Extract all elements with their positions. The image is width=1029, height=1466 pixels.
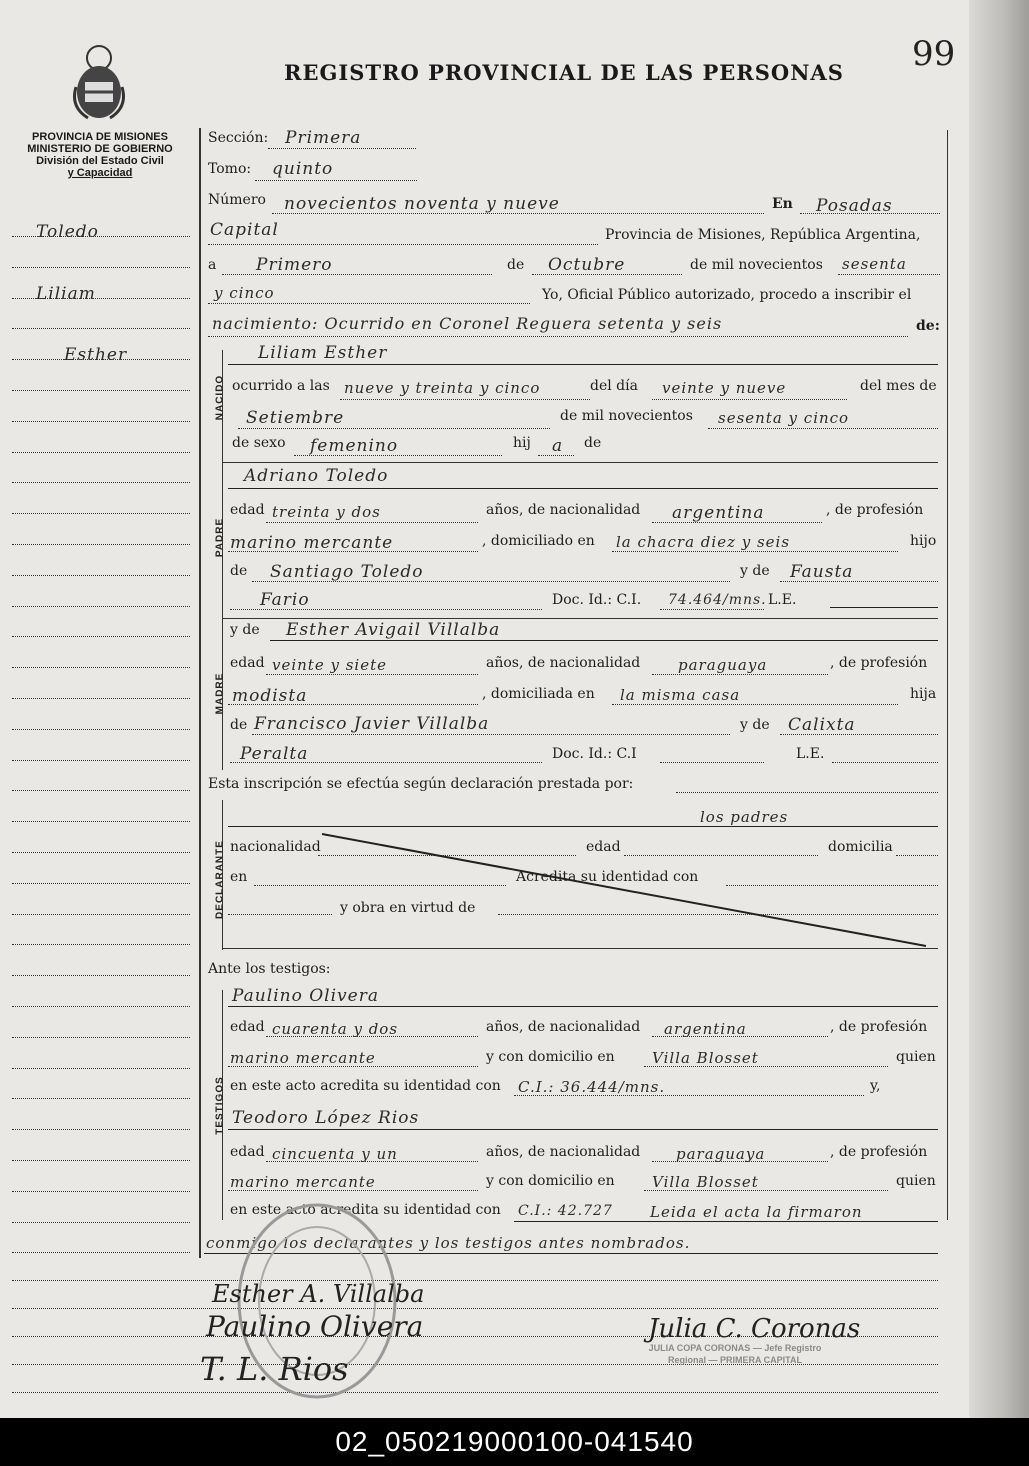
madre-y-de2-label: y de — [740, 717, 770, 733]
madre-profesion: modista — [232, 686, 308, 706]
padre-domicilio: la chacra diez y seis — [616, 533, 791, 551]
page-number: 99 — [912, 34, 956, 74]
margin-rule-line — [12, 390, 190, 391]
hij-suffix: a — [552, 436, 564, 456]
t2-edad-label: edad — [230, 1144, 265, 1160]
signature-rule-line — [12, 1392, 938, 1393]
del-dia-label: del día — [590, 378, 638, 394]
testigo2-nombre: Teodoro López Rios — [232, 1108, 420, 1128]
decl-edad-label: edad — [586, 839, 621, 855]
madre-nacionalidad: paraguaya — [678, 656, 768, 674]
sidebar-capacity: y Capacidad — [67, 167, 133, 179]
margin-rule-line — [12, 852, 190, 853]
madre-padre-de: Francisco Javier Villalba — [254, 714, 490, 734]
t2-domicilio-label: y con domicilio en — [486, 1173, 615, 1189]
anio-value: sesenta — [842, 255, 907, 273]
margin-rule-line — [12, 328, 190, 329]
sexo-value: femenino — [310, 436, 399, 456]
frame-left-line — [199, 128, 201, 1258]
en-label: En — [772, 196, 793, 212]
mes-value: Octubre — [548, 255, 626, 275]
tomo-value: quinto — [272, 159, 334, 179]
sidebar-division: División del Estado Civil — [36, 155, 164, 167]
margin-rule-line — [12, 236, 190, 237]
margin-rule-line — [12, 1191, 190, 1192]
t2-acredita-label: en este acto acredita su identidad con — [230, 1202, 501, 1218]
sidebar-province: PROVINCIA DE MISIONES — [32, 131, 168, 143]
madre-madre-de: Calixta — [788, 715, 856, 735]
numero-value: novecientos noventa y nueve — [284, 194, 560, 214]
signature-rule-line — [12, 1280, 938, 1281]
t1-anios-label: años, de nacionalidad — [486, 1019, 641, 1035]
testigo2-doc: C.I.: 42.727 — [518, 1203, 613, 1219]
lugar-value: Posadas — [816, 196, 893, 216]
padre-domicilio-label: , domiciliado en — [482, 533, 595, 549]
margin-rule-line — [12, 821, 190, 822]
testigo2-profesion: marino mercante — [230, 1173, 376, 1191]
signature-officer: Julia C. Coronas — [648, 1314, 861, 1344]
margin-rule-line — [12, 452, 190, 453]
margin-rule-line — [12, 883, 190, 884]
margin-rule-line — [12, 267, 190, 268]
margin-rule-line — [12, 575, 190, 576]
decl-nacionalidad-label: nacionalidad — [230, 839, 321, 855]
margin-rule-line — [12, 698, 190, 699]
declarante-label: DECLARANTE — [214, 840, 226, 919]
testigos-intro: Ante los testigos: — [208, 961, 331, 977]
image-code-footer: 02_050219000100-041540 — [0, 1418, 1029, 1466]
testigo1-domicilio: Villa Blosset — [652, 1049, 759, 1067]
provincia-text: Provincia de Misiones, República Argentina, — [605, 227, 921, 243]
madre-de-label: de — [230, 717, 248, 733]
sexo-label: de sexo — [232, 435, 286, 451]
margin-rule-line — [12, 1006, 190, 1007]
page-edge-shadow — [969, 0, 1029, 1418]
anio-nacido-value: sesenta y cinco — [718, 409, 850, 427]
hijo-label: hijo — [910, 533, 937, 549]
margin-rule-line — [12, 482, 190, 483]
testigos-label: TESTIGOS — [214, 1076, 226, 1135]
officer-stamp-text: JULIA COPA CORONAS — Jefe Registro Regional — PRIMERA CAPITAL — [648, 1343, 822, 1365]
margin-rule-line — [12, 359, 190, 360]
t1-y-label: y, — [870, 1078, 881, 1094]
margin-rule-line — [12, 1068, 190, 1069]
decl-acredita-label: Acredita su identidad con — [516, 869, 699, 885]
testigo1-nacionalidad: argentina — [664, 1020, 747, 1038]
signature-witness2: T. L. Rios — [200, 1350, 349, 1388]
testigo2-nacionalidad: paraguaya — [676, 1145, 766, 1163]
margin-rule-line — [12, 1222, 190, 1223]
dia-value: Primero — [256, 255, 333, 275]
mil-text: de mil novecientos — [690, 257, 823, 273]
margin-rule-line — [12, 1037, 190, 1038]
padre-de-label: de — [230, 563, 248, 579]
mes-nacido-value: Setiembre — [246, 408, 345, 428]
signature-witness1: Paulino Olivera — [206, 1310, 424, 1343]
hij-de-label: de — [584, 435, 602, 451]
declarante-intro: Esta inscripción se efectúa según declaración prestada por: — [208, 776, 634, 792]
madre-madre-de2: Peralta — [240, 744, 309, 764]
margin-rule-line — [12, 636, 190, 637]
margin-rule-line — [12, 1160, 190, 1161]
hija-label: hija — [910, 686, 937, 702]
padre-profesion-label: , de profesión — [826, 502, 924, 518]
t1-edad-label: edad — [230, 1019, 265, 1035]
testigo1-profesion: marino mercante — [230, 1049, 376, 1067]
margin-rule-line — [12, 667, 190, 668]
nacido-label: NACIDO — [214, 374, 226, 421]
seccion-label: Sección: — [208, 130, 269, 146]
seccion-value: Primera — [285, 128, 362, 148]
madre-edad: veinte y siete — [272, 656, 388, 674]
tomo-label: Tomo: — [208, 161, 252, 177]
t1-profesion-label: , de profesión — [830, 1019, 928, 1035]
padre-anios-label: años, de nacionalidad — [486, 502, 641, 518]
decl-domicilia-label: domicilia — [828, 839, 893, 855]
padre-le-label: L.E. — [768, 592, 797, 608]
padre-label: PADRE — [214, 517, 226, 558]
margin-name1: Liliam — [36, 284, 96, 304]
margin-rule-line — [12, 1252, 190, 1253]
t1-acredita-label: en este acto acredita su identidad con — [230, 1078, 501, 1094]
signature-rule-line — [12, 1308, 938, 1309]
testigo2-edad: cincuenta y un — [272, 1145, 398, 1163]
margin-rule-line — [12, 298, 190, 299]
margin-rule-line — [12, 1129, 190, 1130]
decl-en-label: en — [230, 869, 248, 885]
testigo2-domicilio: Villa Blosset — [652, 1173, 759, 1191]
margin-rule-line — [12, 1098, 190, 1099]
t2-quien-label: quien — [896, 1173, 936, 1189]
declarante-quien: los padres — [700, 808, 789, 826]
cierre-line2: conmigo los declarantes y los testigos antes nombrados. — [206, 1234, 691, 1252]
margin-surname: Toledo — [36, 222, 99, 242]
padre-profesion: marino mercante — [230, 533, 394, 553]
padre-nombre: Adriano Toledo — [244, 466, 389, 486]
margin-rule-line — [12, 513, 190, 514]
sidebar-ministry: MINISTERIO DE GOBIERNO — [27, 143, 173, 155]
declarante-void-slash — [226, 828, 940, 950]
madre-label: MADRE — [214, 672, 226, 715]
madre-edad-label: edad — [230, 655, 265, 671]
t2-profesion-label: , de profesión — [830, 1144, 928, 1160]
anio2-value: y cinco — [214, 284, 275, 302]
register-title: REGISTRO PROVINCIAL DE LAS PERSONAS — [284, 60, 844, 85]
padre-edad: treinta y dos — [272, 503, 381, 521]
margin-name2: Esther — [64, 345, 128, 365]
decl-obra-label: y obra en virtud de — [340, 900, 476, 916]
padre-nacionalidad: argentina — [672, 503, 765, 523]
padre-madre-de2: Fario — [260, 590, 310, 610]
margin-rule-line — [12, 421, 190, 422]
madre-profesion-label: , de profesión — [830, 655, 928, 671]
mil-nacido-label: de mil novecientos — [560, 408, 693, 424]
padre-doc: 74.464/mns. — [668, 592, 767, 608]
ocurrido-label: ocurrido a las — [232, 378, 330, 394]
margin-rule-line — [12, 975, 190, 976]
oficial-text: Yo, Oficial Público autorizado, procedo a inscribir el — [542, 287, 912, 303]
padre-doc-label: Doc. Id.: C.I. — [552, 592, 642, 608]
madre-domicilio: la misma casa — [620, 686, 741, 704]
testigo1-nombre: Paulino Olivera — [232, 986, 379, 1006]
margin-rule-line — [12, 790, 190, 791]
madre-anios-label: años, de nacionalidad — [486, 655, 641, 671]
margin-rule-line — [12, 944, 190, 945]
hij-label: hij — [513, 435, 531, 451]
testigo1-doc: C.I.: 36.444/mns. — [518, 1078, 666, 1096]
signature-mother: Esther A. Villalba — [212, 1280, 425, 1308]
hora-value: nueve y treinta y cinco — [344, 379, 541, 397]
madre-doc-label: Doc. Id.: C.I — [552, 746, 637, 762]
de-label: de — [507, 257, 525, 273]
padre-padre-de: Santiago Toledo — [270, 562, 424, 582]
margin-rule-line — [12, 606, 190, 607]
margin-rule-line — [12, 729, 190, 730]
t1-quien-label: quien — [896, 1049, 936, 1065]
de-colon-label: de: — [916, 318, 940, 334]
coat-of-arms-icon — [68, 42, 130, 122]
madre-y-de-label: y de — [230, 622, 260, 638]
padre-bottom-line — [222, 618, 938, 619]
margin-rule-line — [12, 544, 190, 545]
nacido-nombre: Liliam Esther — [258, 343, 388, 363]
dia-nacido-value: veinte y nueve — [662, 379, 787, 397]
del-mes-label: del mes de — [860, 378, 937, 394]
frame-right-line — [947, 130, 948, 1220]
padre-y-de-label: y de — [740, 563, 770, 579]
t2-anios-label: años, de nacionalidad — [486, 1144, 641, 1160]
madre-nombre: Esther Avigail Villalba — [286, 620, 501, 640]
a-label: a — [208, 257, 217, 273]
madre-domicilio-label: , domiciliada en — [482, 686, 595, 702]
margin-rule-line — [12, 760, 190, 761]
t1-domicilio-label: y con domicilio en — [486, 1049, 615, 1065]
acta-tipo-value: nacimiento: Ocurrido en Coronel Reguera setenta y seis — [212, 314, 723, 333]
nacido-bottom-line — [222, 462, 938, 463]
margin-rule-line — [12, 914, 190, 915]
lugar2-value: Capital — [210, 220, 279, 240]
cierre-line1: Leida el acta la firmaron — [650, 1203, 863, 1221]
numero-label: Número — [208, 192, 266, 208]
testigo1-edad: cuarenta y dos — [272, 1020, 399, 1038]
padre-edad-label: edad — [230, 502, 265, 518]
padre-madre-de: Fausta — [790, 562, 854, 582]
madre-le-label: L.E. — [796, 746, 825, 762]
